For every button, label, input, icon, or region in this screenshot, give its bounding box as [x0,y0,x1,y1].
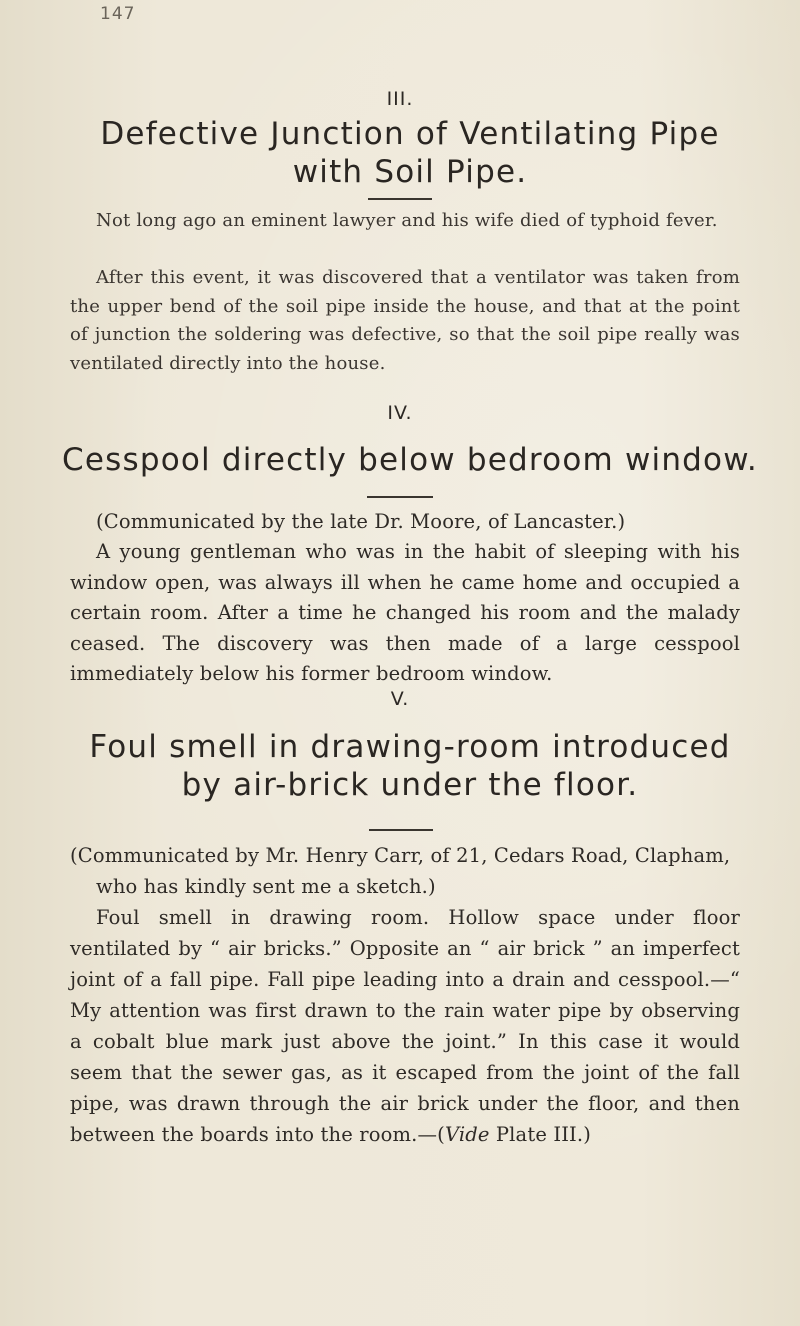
paragraph: (Communicated by the late Dr. Moore, of Lancaster.) [96,510,626,533]
heading-line: by air-brick under the floor. [181,767,639,803]
paragraph: After this event, it was discovered that a ventilator was taken from the upper bend of the soil pipe inside the house, and that at the point of junction the soldering was defective, so that the soil pipe really was ventilated directly into the house. [70,267,740,374]
section-divider [369,829,433,831]
section-heading-iv [60,441,760,479]
paragraph-text: Foul smell in drawing room. Hollow space under floor ventilated by “ air bricks.” Opposite an “ air brick ” an imperfect joint of a fall pipe. Fall pipe leading into a drain and cesspool.—“ My attention was first drawn to the rain water pipe by observing a cobalt blue mark just above the joint.” In this case it would seem that the sewer gas, as it escaped from the joint of the fall pipe, was drawn through the air brick under the floor, and then between the boards into the room.—( [70,906,740,1146]
section-number-iii: III. [386,88,414,110]
section-number-iv: IV. [387,402,413,424]
page-number: 147 [100,4,136,24]
heading-line: Foul smell in drawing-room introduced [89,729,731,765]
paragraph: A young gentleman who was in the habit of sleeping with his window open, was always ill when he came home and occupied a certain room. After a time he changed his room and the malady ceased. The discovery was then made of a large cesspool immediately below his former bedroom window. [70,540,740,685]
section-number-v: V. [390,688,410,710]
paragraph-italic-text: Vide [444,1123,490,1146]
section-heading-v [60,728,760,804]
paragraph-text: Plate III.) [489,1123,592,1146]
heading-line: Defective Junction of Ventilating Pipe [100,116,720,152]
heading-line: Cesspool directly below bedroom window. [62,442,758,478]
paragraph: (Communicated by Mr. Henry Carr, of 21, Cedars Road, Clapham, who has kindly sent me a sketch.) [70,844,731,898]
paragraph: Not long ago an eminent lawyer and his wife died of typhoid fever. [96,210,718,231]
section-divider [368,198,432,200]
heading-line: with Soil Pipe. [292,154,528,190]
section-divider [367,496,433,498]
paragraph [70,902,740,1150]
section-heading-iii [60,115,760,191]
